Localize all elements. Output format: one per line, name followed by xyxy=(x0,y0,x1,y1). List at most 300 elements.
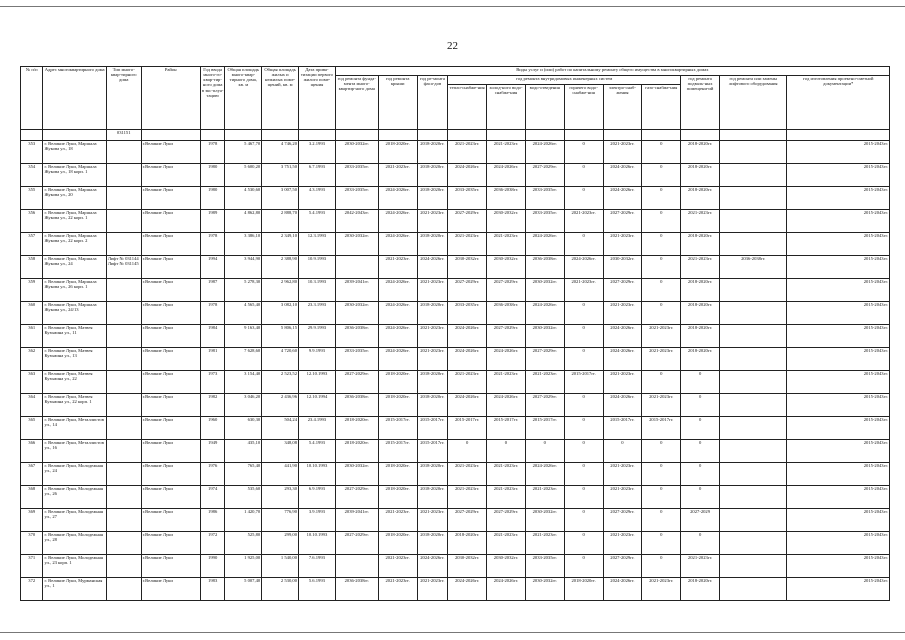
cell-area: 3 944,90 xyxy=(225,256,262,279)
cell-priv: 7.6.1993 xyxy=(299,555,336,578)
cell-heat: 2024-2026гг. xyxy=(448,394,487,417)
cell-base: 2018-2020гг. xyxy=(681,141,720,164)
cell-facade: 2021-2023гг. xyxy=(417,210,448,233)
cell-hot: 0 xyxy=(564,486,603,509)
cell-area: 5 007,40 xyxy=(225,578,262,601)
cell-living: 1 540,00 xyxy=(262,555,299,578)
cell-docs: 2015-2043гг. xyxy=(787,394,890,417)
cell-facade: 2015-2017гг. xyxy=(417,440,448,463)
cell-district: г.Великие Луки xyxy=(141,371,200,394)
cell-num: 357 xyxy=(21,233,43,256)
cell-num: 358 xyxy=(21,256,43,279)
cell-hot: 2018-2020гг. xyxy=(564,578,603,601)
cell-sewer: 2027-2029гг. xyxy=(525,164,564,187)
cell-elec: 2024-2026гг. xyxy=(603,578,642,601)
cell-district: г.Великие Луки xyxy=(141,233,200,256)
cell-sewer: 2024-2026гг. xyxy=(525,302,564,325)
col-electric: электро-снаб-жения xyxy=(603,85,642,130)
cell-gas: 0 xyxy=(642,187,681,210)
table-row xyxy=(21,164,890,187)
cell-priv: 6.9.1993 xyxy=(299,486,336,509)
cell-cold: 2021-2023гг. xyxy=(487,371,526,394)
cell-facade: 2021-2023гг. xyxy=(417,509,448,532)
cell-base: 2021-2023гг. xyxy=(681,555,720,578)
cell-hot: 0 xyxy=(564,233,603,256)
cell-num: 365 xyxy=(21,417,43,440)
cell-heat: 2021-2023гг. xyxy=(448,463,487,486)
cell-roof: 2024-2026гг. xyxy=(378,233,417,256)
table-row xyxy=(21,325,890,348)
table-row xyxy=(21,256,890,279)
cell-facade: 2018-2020гг. xyxy=(417,486,448,509)
cell-heat: 2030-2032гг. xyxy=(448,555,487,578)
cell-priv: 9.9.1993 xyxy=(299,348,336,371)
cell-roof: 2018-2020гг. xyxy=(378,394,417,417)
cell-num: 355 xyxy=(21,187,43,210)
col-hot-water: горячего водо-снабже-ния xyxy=(564,85,603,130)
col-heat: тепло-снабже-ния xyxy=(448,85,487,130)
cell-district: г.Великие Луки xyxy=(141,164,200,187)
cell-facade: 2021-2023гг. xyxy=(417,279,448,302)
cell-addr: г. Великие Луки, Матвея Кузьмина ул., 11 xyxy=(43,325,106,348)
cell-year: 1986 xyxy=(200,509,225,532)
cell-year: 1987 xyxy=(200,279,225,302)
col-facade: год ре-монта фаса-дов xyxy=(417,76,448,130)
cell-gas: 2021-2023гг. xyxy=(642,325,681,348)
col-cold-water: холод-ного водо-снабже-ния xyxy=(487,85,526,130)
cell-addr: г. Великие Луки, Молодежная ул., 27 xyxy=(43,509,106,532)
cell-addr: г. Великие Луки, Мурманская ул., 1 xyxy=(43,578,106,601)
cell-district: г.Великие Луки xyxy=(141,256,200,279)
cell-gas: 0 xyxy=(642,164,681,187)
cell-base: 0 xyxy=(681,394,720,417)
cell-area: 765,40 xyxy=(225,463,262,486)
table-row xyxy=(21,394,890,417)
cell-roof: 2018-2020гг. xyxy=(378,371,417,394)
cell-living: 4 746,20 xyxy=(262,141,299,164)
cell-roof: 2018-2020гг. xyxy=(378,486,417,509)
cell-gas: 0 xyxy=(642,371,681,394)
cell-priv: 12.10.1994 xyxy=(299,394,336,417)
cell-year: 1980 xyxy=(200,187,225,210)
cell-hot: 2021-2023гг. xyxy=(564,279,603,302)
cell-priv: 10.9.1993 xyxy=(299,256,336,279)
cell-found: 2039-2041гг. xyxy=(335,279,378,302)
cell-priv: 6.7.1993 xyxy=(299,164,336,187)
cell-type xyxy=(106,532,141,555)
cell-gas: 0 xyxy=(642,440,681,463)
cell-addr: г. Великие Луки, Матвея Кузьмина ул., 22 xyxy=(43,371,106,394)
table-row xyxy=(21,302,890,325)
cell-area: 4 862,80 xyxy=(225,210,262,233)
cell-area: 3 046,20 xyxy=(225,394,262,417)
cell-addr: г. Великие Луки, Молодежная ул., 28 xyxy=(43,532,106,555)
cell-heat: 2024-2026гг. xyxy=(448,325,487,348)
cell-base: 2027-2029 xyxy=(681,509,720,532)
cell-docs: 2015-2043гг. xyxy=(787,325,890,348)
cell-found: 2027-2029гг. xyxy=(335,486,378,509)
cell-addr: г. Великие Луки, Маршала Жукова ул., 18 корп. 1 xyxy=(43,164,106,187)
cell-year: 1973 xyxy=(200,371,225,394)
sep-type-cell: 031151 xyxy=(106,130,141,141)
cell-priv: 23.3.1993 xyxy=(299,302,336,325)
cell-roof: 2021-2023гг. xyxy=(378,164,417,187)
cell-living: 348,08 xyxy=(262,440,299,463)
cell-elec: 2027-2029гг. xyxy=(603,555,642,578)
cell-area: 5 278,30 xyxy=(225,279,262,302)
cell-facade: 2015-2017гг. xyxy=(417,417,448,440)
cell-elec: 2024-2026гг. xyxy=(603,164,642,187)
cell-elec: 2021-2023гг. xyxy=(603,486,642,509)
cell-type xyxy=(106,325,141,348)
cell-base: 0 xyxy=(681,532,720,555)
cell-type: Лифт № 031144 Лифт № 031145 xyxy=(106,256,141,279)
cell-lift xyxy=(720,210,787,233)
cell-facade: 2018-2020гг. xyxy=(417,164,448,187)
cell-sewer: 2033-2035гг. xyxy=(525,210,564,233)
table-row xyxy=(21,486,890,509)
cell-lift xyxy=(720,371,787,394)
cell-sewer: 2033-2035гг. xyxy=(525,187,564,210)
table-row xyxy=(21,348,890,371)
cell-year: 1978 xyxy=(200,141,225,164)
cell-priv: 23.4.1993 xyxy=(299,417,336,440)
cell-heat: 2021-2023гг. xyxy=(448,233,487,256)
works-group-header: Виды услуг и (или) работ по капитальному ремонту общего имущества в многоквартирных домах xyxy=(335,67,889,76)
cell-heat: 2024-2026гг. xyxy=(448,348,487,371)
cell-sewer: 2030-2032гг. xyxy=(525,325,564,348)
cell-district: г.Великие Луки xyxy=(141,578,200,601)
cell-num: 366 xyxy=(21,440,43,463)
cell-roof: 2018-2020гг. xyxy=(378,463,417,486)
cell-num: 367 xyxy=(21,463,43,486)
cell-district: г.Великие Луки xyxy=(141,417,200,440)
col-address: Адрес многоквартирного дома xyxy=(43,67,106,130)
cell-priv: 4.3.1993 xyxy=(299,187,336,210)
cell-year: 1976 xyxy=(200,463,225,486)
cell-roof: 2024-2026гг. xyxy=(378,302,417,325)
cell-docs: 2015-2043гг. xyxy=(787,463,890,486)
cell-year: 1983 xyxy=(200,578,225,601)
cell-area: 7 628,60 xyxy=(225,348,262,371)
cell-cold: 2030-2032гг. xyxy=(487,555,526,578)
col-district: Район xyxy=(141,67,200,130)
cell-type xyxy=(106,371,141,394)
cell-facade: 2018-2020гг. xyxy=(417,532,448,555)
cell-sewer: 2027-2029гг. xyxy=(525,394,564,417)
cell-gas: 0 xyxy=(642,532,681,555)
cell-heat: 2033-2035гг. xyxy=(448,302,487,325)
cell-docs: 2015-2043гг. xyxy=(787,256,890,279)
cell-found: 2036-2038гг. xyxy=(335,325,378,348)
cell-elec: 2021-2023гг. xyxy=(603,532,642,555)
cell-heat: 2021-2023гг. xyxy=(448,141,487,164)
cell-addr: г. Великие Луки, Металлистов ул., 16 xyxy=(43,440,106,463)
cell-hot: 0 xyxy=(564,417,603,440)
cell-priv: 10.10.1993 xyxy=(299,532,336,555)
cell-cold: 2024-2026гг. xyxy=(487,164,526,187)
cell-base: 2018-2020гг. xyxy=(681,233,720,256)
cell-living: 776,90 xyxy=(262,509,299,532)
cell-year: 1978 xyxy=(200,302,225,325)
cell-num: 369 xyxy=(21,509,43,532)
cell-base: 2018-2020гг. xyxy=(681,164,720,187)
cell-elec: 2024-2026гг. xyxy=(603,394,642,417)
cell-type xyxy=(106,417,141,440)
cell-heat: 2024-2026гг. xyxy=(448,164,487,187)
cell-area: 435,10 xyxy=(225,440,262,463)
col-basement: год ремонта подваль-ных помещени-ий xyxy=(681,76,720,130)
cell-base: 2018-2020гг. xyxy=(681,279,720,302)
cell-docs: 2015-2043гг. xyxy=(787,302,890,325)
cell-heat: 2033-2035гг. xyxy=(448,187,487,210)
cell-living: 299,00 xyxy=(262,532,299,555)
cell-base: 0 xyxy=(681,440,720,463)
cell-gas: 2021-2023гг. xyxy=(642,348,681,371)
cell-roof: 2021-2023гг. xyxy=(378,256,417,279)
cell-lift: 2036-2038гг. xyxy=(720,256,787,279)
cell-num: 368 xyxy=(21,486,43,509)
cell-docs: 2015-2043гг. xyxy=(787,210,890,233)
cell-found: 2030-2032гг. xyxy=(335,302,378,325)
cell-area: 1 420,70 xyxy=(225,509,262,532)
cell-cold: 2027-2029гг. xyxy=(487,279,526,302)
cell-gas: 0 xyxy=(642,302,681,325)
cell-lift xyxy=(720,348,787,371)
cell-roof: 2018-2020гг. xyxy=(378,532,417,555)
cell-elec: 2027-2029гг. xyxy=(603,210,642,233)
cell-facade: 2018-2020гг. xyxy=(417,302,448,325)
cell-addr: г. Великие Луки, Матвея Кузьмина ул., 22 корп. 1 xyxy=(43,394,106,417)
cell-type xyxy=(106,164,141,187)
cell-type xyxy=(106,486,141,509)
cell-found: 2036-2038гг. xyxy=(335,578,378,601)
cell-heat: 0 xyxy=(448,440,487,463)
cell-elec: 2015-2017гг. xyxy=(603,417,642,440)
cell-year: 1978 xyxy=(200,233,225,256)
cell-cold: 2024-2026гг. xyxy=(487,394,526,417)
table-row xyxy=(21,463,890,486)
cell-facade: 2018-2020гг. xyxy=(417,394,448,417)
cell-roof: 2021-2023гг. xyxy=(378,578,417,601)
cell-area: 630,30 xyxy=(225,417,262,440)
cell-living: 2 962,80 xyxy=(262,279,299,302)
cell-year: 1980 xyxy=(200,164,225,187)
cell-lift xyxy=(720,555,787,578)
col-year: Год ввода много-го-квар-тир-ного дома в экс-плуа-тацию xyxy=(200,67,225,130)
cell-addr: г. Великие Луки, Маршала Жукова ул., 22 корп. 1 xyxy=(43,210,106,233)
cell-sewer: 2024-2026гг. xyxy=(525,463,564,486)
col-gas: газо-снабже-ния xyxy=(642,85,681,130)
cell-heat: 2030-2032гг. xyxy=(448,256,487,279)
cell-elec: 2027-2029гг. xyxy=(603,509,642,532)
cell-type xyxy=(106,348,141,371)
cell-hot: 0 xyxy=(564,532,603,555)
cell-base: 0 xyxy=(681,463,720,486)
cell-living: 2 530,00 xyxy=(262,578,299,601)
cell-lift xyxy=(720,325,787,348)
cell-found: 2027-2029гг. xyxy=(335,371,378,394)
col-elevator: год ремонта или замены лифтового оборудования xyxy=(720,76,787,130)
cell-hot: 0 xyxy=(564,555,603,578)
cell-area: 525,80 xyxy=(225,532,262,555)
cell-base: 2021-2023гг. xyxy=(681,256,720,279)
cell-found: 2018-2020гг. xyxy=(335,440,378,463)
cell-living: 2 888,70 xyxy=(262,210,299,233)
table-row xyxy=(21,509,890,532)
table-row xyxy=(21,555,890,578)
cell-cold: 2024-2026гг. xyxy=(487,348,526,371)
cell-sewer: 2021-2023гг. xyxy=(525,371,564,394)
cell-district: г.Великие Луки xyxy=(141,141,200,164)
cell-district: г.Великие Луки xyxy=(141,348,200,371)
cell-gas: 0 xyxy=(642,210,681,233)
cell-facade: 2018-2020гг. xyxy=(417,371,448,394)
cell-lift xyxy=(720,463,787,486)
cell-sewer: 2021-2023гг. xyxy=(525,486,564,509)
cell-area: 9 163,40 xyxy=(225,325,262,348)
cell-lift xyxy=(720,394,787,417)
cell-district: г.Великие Луки xyxy=(141,532,200,555)
table-row xyxy=(21,371,890,394)
cell-type xyxy=(106,394,141,417)
cell-district: г.Великие Луки xyxy=(141,187,200,210)
cell-priv: 12.10.1993 xyxy=(299,371,336,394)
scan-edge-top xyxy=(0,6,905,7)
scan-edge-bottom xyxy=(0,632,905,633)
cell-heat: 2015-2017гг. xyxy=(448,417,487,440)
cell-sewer: 2030-2032гг. xyxy=(525,578,564,601)
cell-type xyxy=(106,509,141,532)
table-row xyxy=(21,279,890,302)
cell-found: 2033-2035гг. xyxy=(335,164,378,187)
cell-cold: 2015-2017гг. xyxy=(487,417,526,440)
cell-num: 354 xyxy=(21,164,43,187)
cell-living: 2 349,10 xyxy=(262,233,299,256)
cell-facade: 2018-2020гг. xyxy=(417,233,448,256)
cell-hot: 0 xyxy=(564,509,603,532)
cell-type xyxy=(106,302,141,325)
col-sewer: водо-отведения xyxy=(525,85,564,130)
cell-addr: г. Великие Луки, Маршала Жукова ул., 22 корп. 2 xyxy=(43,233,106,256)
cell-roof: 2024-2026гг. xyxy=(378,348,417,371)
cell-cold: 2030-2032гг. xyxy=(487,256,526,279)
col-roof: год ремонта крыши xyxy=(378,76,417,130)
cell-cold: 2024-2026гг. xyxy=(487,578,526,601)
cell-roof: 2015-2017гг. xyxy=(378,440,417,463)
cell-heat: 2027-2029гг. xyxy=(448,509,487,532)
cell-found: 2039-2041гг. xyxy=(335,509,378,532)
cell-year: 1949 xyxy=(200,440,225,463)
cell-addr: г. Великие Луки, Молодежная ул., 24 xyxy=(43,463,106,486)
cell-district: г.Великие Луки xyxy=(141,394,200,417)
cell-gas: 0 xyxy=(642,555,681,578)
cell-docs: 2015-2043гг. xyxy=(787,532,890,555)
cell-base: 2018-2020гг. xyxy=(681,302,720,325)
cell-found: 2027-2029гг. xyxy=(335,532,378,555)
cell-area: 5 467,70 xyxy=(225,141,262,164)
cell-base: 2018-2020гг. xyxy=(681,187,720,210)
cell-gas: 0 xyxy=(642,509,681,532)
cell-priv: 5.4.1993 xyxy=(299,440,336,463)
cell-num: 372 xyxy=(21,578,43,601)
cell-hot: 0 xyxy=(564,325,603,348)
engineering-group-header: год ремонта внутридомовых инженерных систем xyxy=(448,76,681,85)
cell-sewer: 0 xyxy=(525,440,564,463)
cell-cold: 2021-2023гг. xyxy=(487,486,526,509)
col-foundation: год ремонта фунда-мента много-квартир-ного дома xyxy=(335,76,378,130)
cell-docs: 2015-2043гг. xyxy=(787,440,890,463)
cell-district: г.Великие Луки xyxy=(141,440,200,463)
cell-addr: г. Великие Луки, Маршала Жукова ул., 26 корп. 1 xyxy=(43,279,106,302)
cell-elec: 2027-2029гг. xyxy=(603,279,642,302)
table-row xyxy=(21,141,890,164)
cell-num: 370 xyxy=(21,532,43,555)
cell-gas: 0 xyxy=(642,256,681,279)
cell-district: г.Великие Луки xyxy=(141,463,200,486)
cell-num: 362 xyxy=(21,348,43,371)
table-row xyxy=(21,417,890,440)
cell-elec: 2021-2023гг. xyxy=(603,141,642,164)
cell-roof: 2018-2020гг. xyxy=(378,141,417,164)
cell-heat: 2024-2026гг. xyxy=(448,578,487,601)
cell-gas: 2021-2023гг. xyxy=(642,578,681,601)
cell-area: 5 600,20 xyxy=(225,164,262,187)
cell-base: 0 xyxy=(681,417,720,440)
cell-docs: 2015-2043гг. xyxy=(787,141,890,164)
cell-lift xyxy=(720,233,787,256)
cell-year: 1960 xyxy=(200,417,225,440)
cell-roof: 2024-2026гг. xyxy=(378,210,417,233)
cell-addr: г. Великие Луки, Маршала Жукова ул., 24/13 xyxy=(43,302,106,325)
cell-heat: 2027-2029гг. xyxy=(448,279,487,302)
col-type: Тип много-квар-тирного дома xyxy=(106,67,141,130)
cell-year: 1982 xyxy=(200,394,225,417)
cell-addr: г. Великие Луки, Маршала Жукова ул., 18 xyxy=(43,141,106,164)
cell-facade: 2018-2020гг. xyxy=(417,463,448,486)
cell-living: 504,24 xyxy=(262,417,299,440)
cell-type xyxy=(106,187,141,210)
cell-sewer: 2015-2017гг. xyxy=(525,417,564,440)
cell-elec: 2024-2026гг. xyxy=(603,325,642,348)
cell-type xyxy=(106,555,141,578)
cell-found xyxy=(335,256,378,279)
cell-area: 4 530,60 xyxy=(225,187,262,210)
cell-district: г.Великие Луки xyxy=(141,555,200,578)
cell-hot: 2021-2023гг. xyxy=(564,210,603,233)
cell-heat: 2027-2029гг. xyxy=(448,210,487,233)
cell-lift xyxy=(720,164,787,187)
cell-cold: 2027-2029гг. xyxy=(487,509,526,532)
cell-area: 535,60 xyxy=(225,486,262,509)
cell-type xyxy=(106,440,141,463)
cell-cold: 2036-2038гг. xyxy=(487,302,526,325)
cell-heat: 2021-2023гг. xyxy=(448,486,487,509)
cell-cold: 2036-2038гг. xyxy=(487,187,526,210)
cell-district: г.Великие Луки xyxy=(141,279,200,302)
cell-type xyxy=(106,463,141,486)
cell-docs: 2015-2043гг. xyxy=(787,578,890,601)
cell-docs: 2015-2043гг. xyxy=(787,486,890,509)
col-area-total: Общая площадь много-квар-тирного дома, кв. м xyxy=(225,67,262,130)
cell-year: 1972 xyxy=(200,532,225,555)
page-number: 22 xyxy=(447,40,458,52)
cell-hot: 0 xyxy=(564,348,603,371)
cell-heat: 2021-2023гг. xyxy=(448,371,487,394)
cell-priv: 10.3.1993 xyxy=(299,279,336,302)
cell-living: 293,30 xyxy=(262,486,299,509)
cell-area: 1 925,00 xyxy=(225,555,262,578)
